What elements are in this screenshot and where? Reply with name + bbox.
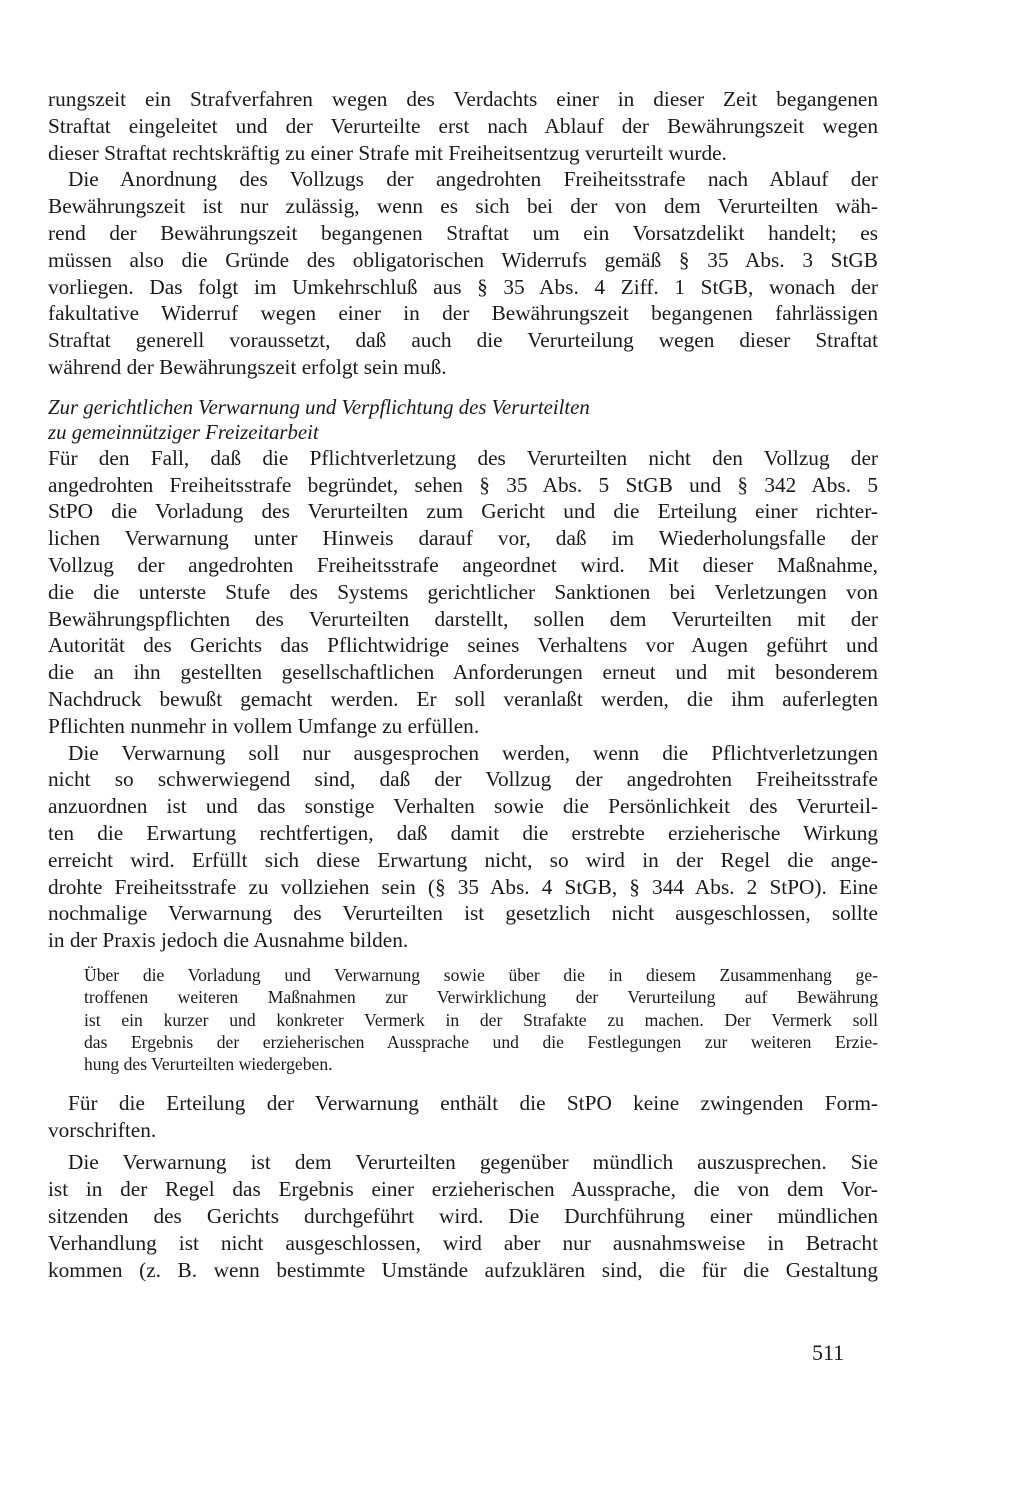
page-number: 511	[812, 1340, 845, 1365]
text-line: sitzenden des Gerichts durchgeführt wird. Die Durchführung einer mündlichen	[48, 1204, 878, 1229]
heading-line: Zur gerichtlichen Verwarnung und Verpflichtung des Verurteilten	[48, 395, 590, 419]
note-line: das Ergebnis der erzieherischen Aussprache und die Festlegungen zur weiteren Erzie-	[84, 1032, 878, 1053]
page-body	[48, 86, 878, 1283]
text-line: Bewährungspflichten des Verurteilten darstellt, sollen dem Verurteilten mit der	[48, 606, 878, 631]
text-line: vorliegen. Das folgt im Umkehrschluß aus § 35 Abs. 4 Ziff. 1 StGB, wonach der	[48, 274, 878, 299]
text-line: nochmalige Verwarnung des Verurteilten ist gesetzlich nicht ausgeschlossen, sollte	[48, 901, 878, 926]
text-line: dieser Straftat rechtskräftig zu einer Strafe mit Freiheitsentzug verurteilt wurde.	[48, 140, 727, 165]
text-line: während der Bewährungszeit erfolgt sein muß.	[48, 354, 447, 379]
note-block	[84, 964, 878, 1076]
text-line: StPO die Vorladung des Verurteilten zum Gericht und die Erteilung einer richter-	[48, 499, 878, 524]
text-line: vorschriften.	[48, 1117, 157, 1142]
note-line: ist ein kurzer und konkreter Vermerk in der Strafakte zu machen. Der Vermerk soll	[84, 1009, 878, 1030]
paragraph-5	[48, 1090, 878, 1144]
note-line: Über die Vorladung und Verwarnung sowie über die in diesem Zusammenhang ge-	[84, 964, 878, 985]
text-line: rend der Bewährungszeit begangenen Straftat um ein Vorsatzdelikt handelt; es	[48, 220, 878, 245]
text-line: die die unterste Stufe des Systems gerichtlicher Sanktionen bei Verletzungen von	[48, 579, 878, 604]
paragraph-1	[48, 86, 878, 166]
text-line: in der Praxis jedoch die Ausnahme bilden.	[48, 928, 409, 953]
text-line: Die Verwarnung ist dem Verurteilten gegenüber mündlich auszusprechen. Sie	[68, 1150, 878, 1175]
text-line: nicht so schwerwiegend sind, daß der Vollzug der angedrohten Freiheitsstrafe	[48, 767, 878, 792]
text-line: kommen (z. B. wenn bestimmte Umstände aufzuklären sind, die für die Gestaltung	[48, 1257, 878, 1282]
text-line: anzuordnen ist und das sonstige Verhalten sowie die Persönlichkeit des Verurteil-	[48, 794, 878, 819]
text-line: die an ihn gestellten gesellschaftlichen Anforderungen erneut und mit besonderem	[48, 660, 878, 685]
paragraph-3	[48, 445, 878, 740]
paragraph-6	[48, 1149, 878, 1283]
section-heading	[48, 395, 878, 445]
text-line: Für den Fall, daß die Pflichtverletzung des Verurteilten nicht den Vollzug der	[48, 445, 878, 470]
text-line: Die Verwarnung soll nur ausgesprochen werden, wenn die Pflichtverletzungen	[68, 740, 878, 765]
text-line: Verhandlung ist nicht ausgeschlossen, wird aber nur ausnahmsweise in Betracht	[48, 1230, 878, 1255]
note-line: hung des Verurteilten wiedergeben.	[84, 1054, 333, 1075]
heading-line: zu gemeinnütziger Freizeitarbeit	[48, 420, 319, 444]
text-line: müssen also die Gründe des obligatorischen Widerrufs gemäß § 35 Abs. 3 StGB	[48, 247, 878, 272]
text-line: Für die Erteilung der Verwarnung enthält die StPO keine zwingenden Form-	[68, 1090, 878, 1115]
text-line: Die Anordnung des Vollzugs der angedrohten Freiheitsstrafe nach Ablauf der	[68, 167, 878, 192]
text-line: angedrohten Freiheitsstrafe begründet, sehen § 35 Abs. 5 StGB und § 342 Abs. 5	[48, 472, 878, 497]
text-line: ist in der Regel das Ergebnis einer erzieherischen Aussprache, die von dem Vor-	[48, 1177, 878, 1202]
text-line: fakultative Widerruf wegen einer in der Bewährungszeit begangenen fahrlässigen	[48, 301, 878, 326]
note-line: troffenen weiteren Maßnahmen zur Verwirklichung der Verurteilung auf Bewährung	[84, 987, 878, 1008]
text-line: Nachdruck bewußt gemacht werden. Er soll veranlaßt werden, die ihm auferlegten	[48, 686, 878, 711]
text-line: ten die Erwartung rechtfertigen, daß damit die erstrebte erzieherische Wirkung	[48, 820, 878, 845]
text-line: lichen Verwarnung unter Hinweis darauf vor, daß im Wiederholungsfalle der	[48, 526, 878, 551]
text-line: Vollzug der angedrohten Freiheitsstrafe angeordnet wird. Mit dieser Maßnahme,	[48, 552, 878, 577]
text-line: Pflichten nunmehr in vollem Umfange zu erfüllen.	[48, 713, 480, 738]
text-line: Straftat eingeleitet und der Verurteilte erst nach Ablauf der Bewährungszeit wegen	[48, 113, 878, 138]
text-line: Autorität des Gerichts das Pflichtwidrige seines Verhaltens vor Augen geführt und	[48, 633, 878, 658]
text-line: erreicht wird. Erfüllt sich diese Erwartung nicht, so wird in der Regel die ange-	[48, 847, 878, 872]
text-line: Bewährungszeit ist nur zulässig, wenn es sich bei der von dem Verurteilten wäh-	[48, 194, 878, 219]
text-line: drohte Freiheitsstrafe zu vollziehen sein (§ 35 Abs. 4 StGB, § 344 Abs. 2 StPO). Eine	[48, 874, 878, 899]
paragraph-2	[48, 166, 878, 380]
paragraph-4	[48, 740, 878, 954]
text-line: Straftat generell voraussetzt, daß auch die Verurteilung wegen dieser Straftat	[48, 328, 878, 353]
text-line: rungszeit ein Strafverfahren wegen des Verdachts einer in dieser Zeit begangenen	[48, 87, 878, 111]
